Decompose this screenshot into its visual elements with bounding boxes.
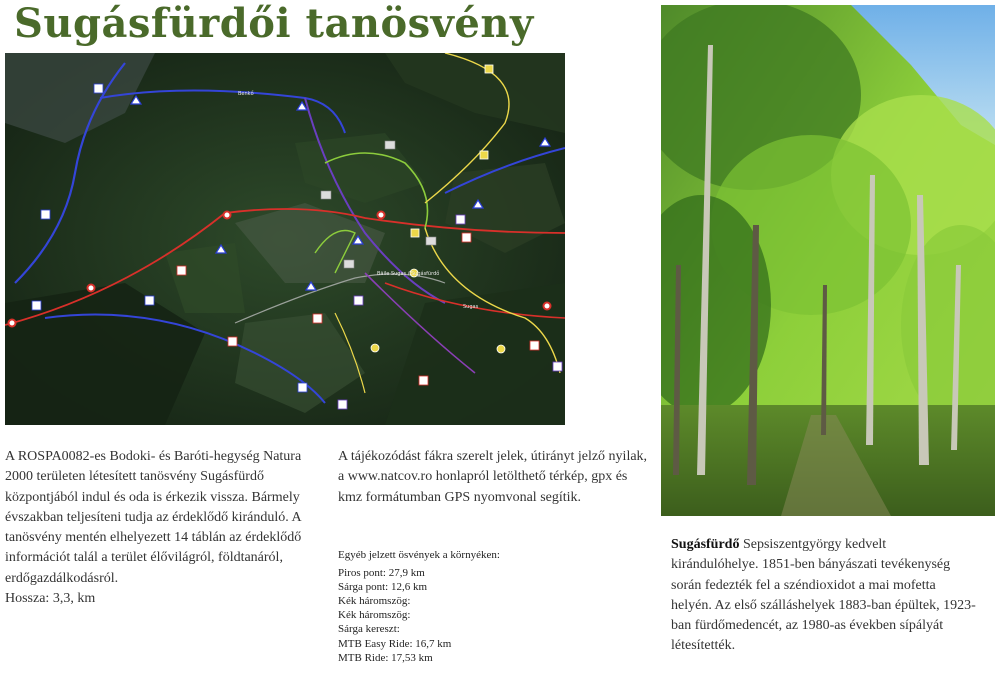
intro-column	[5, 447, 320, 609]
trail-item: Piros pont: 27,9 km	[338, 567, 425, 580]
orientation-column	[338, 447, 648, 508]
place-name: Sugásfürdő	[671, 537, 740, 552]
map-label-bade-sugas: Băile Sugaș / Sugásfürdő	[377, 271, 440, 277]
description-paragraph	[671, 535, 976, 657]
forest-photo	[661, 5, 995, 516]
trail-item: MTB Ride: 17,53 km	[338, 651, 433, 664]
map-label-benko: Benkő	[238, 91, 254, 97]
orientation-paragraph: A tájékozódást fákra szerelt jelek, útirányt jelző nyilak, a www.natcov.ro honlapról letölthető térkép, gpx és kmz formátumban GPS nyomvonal segítik.	[338, 449, 648, 505]
trail-item: Kék háromszög:	[338, 595, 411, 608]
trail-item: MTB Easy Ride: 16,7 km	[338, 637, 452, 650]
trails-heading: Egyéb jelzett ösvények a környéken:	[338, 549, 500, 561]
intro-paragraph: A ROSPA0082-es Bodoki- és Baróti-hegység Natura 2000 területen létesített tanösvény Sugásfürdő központjából indul és oda is érkezik vissza. Bármely évszakban teljesíteni tudja az érdeklődő kiránduló. A tanösvény mentén elhelyezett 14 táblán az érdeklődő információt talál a terület élővilágról, földtanáról, erdőgazdálkodásról.	[5, 449, 302, 586]
page-title: Sugásfürdői tanösvény	[14, 0, 534, 47]
trail-length: Hossza: 3,3, km	[5, 591, 96, 607]
trail-item: Sárga kereszt:	[338, 623, 400, 636]
trail-item: Kék háromszög:	[338, 609, 411, 622]
trails-list	[338, 548, 638, 665]
description-column	[671, 535, 976, 657]
map-label-sugas: Sugas	[463, 304, 479, 310]
description-text: Sepsiszentgyörgy kedvelt kirándulóhelye. 1851-ben bányászati tevékenység során fedezték fel a széndioxidot a mai mofetta helyén. Az első szálláshelyek 1883-ban épültek, 1923-ban fürdőmedencét, az 1980-as években sípályát létesítették.	[671, 537, 976, 654]
trail-map	[5, 53, 565, 425]
trail-item: Sárga pont: 12,6 km	[338, 581, 428, 594]
